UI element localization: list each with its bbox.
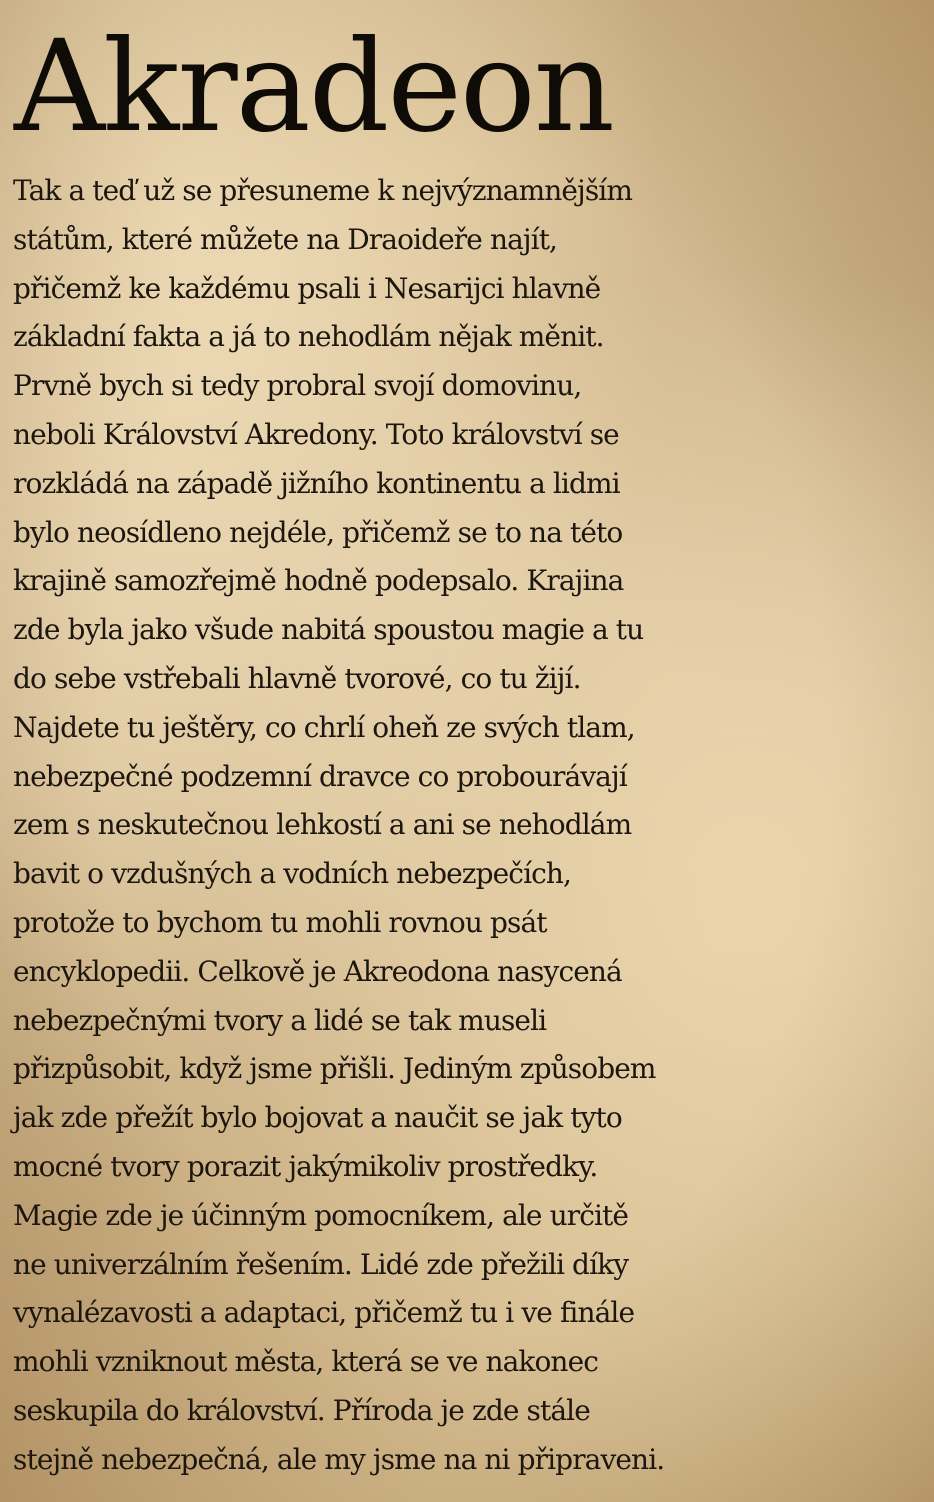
text-line: vynalézavosti a adaptaci, přičemž tu i ve finále (13, 1296, 635, 1330)
text-line: mohli vzniknout města, která se ve nakonec (13, 1345, 599, 1379)
text-line: ne univerzálním řešením. Lidé zde přežili díky (13, 1247, 629, 1281)
text-line: mocné tvory porazit jakýmikoliv prostředky. (13, 1149, 598, 1183)
text-line: jak zde přežít bylo bojovat a naučit se jak tyto (13, 1101, 622, 1135)
text-line: neboli Království Akredony. Toto království se (13, 417, 619, 451)
page-title: Akradeon (14, 13, 613, 160)
text-line: Najdete tu ještěry, co chrlí oheň ze svých tlam, (13, 710, 635, 744)
text-line: do sebe vstřebali hlavně tvorové, co tu žijí. (13, 661, 581, 695)
text-line: zem s neskutečnou lehkostí a ani se nehodlám (13, 808, 632, 842)
text-line: krajině samozřejmě hodně podepsalo. Krajina (13, 564, 624, 598)
text-line: protože to bychom tu mohli rovnou psát (13, 905, 547, 939)
text-line: Prvně bych si tedy probral svojí domovinu, (13, 369, 582, 403)
text-line: stejně nebezpečná, ale my jsme na ni připraveni. (13, 1442, 665, 1476)
text-line: bavit o vzdušných a vodních nebezpečích, (13, 857, 572, 891)
text-line: rozkládá na západě jižního kontinentu a lidmi (13, 466, 620, 500)
body-paragraph (13, 167, 934, 1485)
text-line: státům, které můžete na Draoideře najít, (13, 222, 558, 256)
text-line: zde byla jako všude nabitá spoustou magie a tu (13, 613, 644, 647)
text-line: přizpůsobit, když jsme přišli. Jediným způsobem (13, 1052, 656, 1086)
text-line: základní fakta a já to nehodlám nějak měnit. (13, 320, 604, 354)
text-line: Magie zde je účinným pomocníkem, ale určitě (13, 1198, 629, 1232)
text-line: nebezpečné podzemní dravce co probourávají (13, 759, 627, 793)
text-line: bylo neosídleno nejdéle, přičemž se to na této (13, 515, 623, 549)
text-line: seskupila do království. Příroda je zde stále (13, 1393, 590, 1427)
text-line: přičemž ke každému psali i Nesarijci hlavně (13, 271, 601, 305)
text-line: Tak a teď už se přesuneme k nejvýznamnějším (13, 174, 633, 207)
text-line: nebezpečnými tvory a lidé se tak museli (13, 1003, 547, 1037)
text-line: encyklopedii. Celkově je Akreodona nasycená (13, 954, 622, 988)
